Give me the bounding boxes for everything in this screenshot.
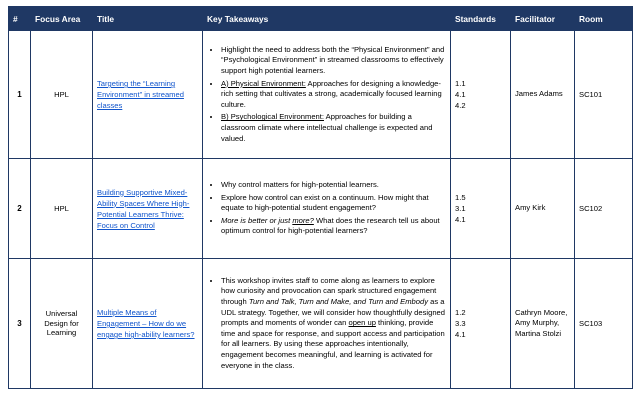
list-item: • Highlight the need to address both the “Physical Environment” and “Psychological Environment” in streamed classrooms to effectively support high potential learners. [221,45,446,77]
row-number: 3 [9,259,31,389]
column-header-number: # [9,7,31,31]
row-number: 2 [9,159,31,259]
standard-value: 1.2 [455,308,466,317]
column-header-title: Title [93,7,203,31]
row-key-takeaways [203,159,451,259]
list-item: • A) Physical Environment: Approaches for designing a knowledge-rich setting that cultivates a strong, academically focused learning culture. [221,79,446,111]
row-facilitator: Amy Kirk [511,159,575,259]
list-item: • Why control matters for high-potential learners. [221,180,446,191]
row-key-takeaways [203,31,451,159]
row-focus-area: Universal Design for Learning [31,259,93,389]
column-header-room: Room [575,7,633,31]
row-number: 1 [9,31,31,159]
row-standards [451,31,511,159]
column-header-key-takeaways: Key Takeaways [203,7,451,31]
takeaways-list [207,276,446,372]
takeaways-list [207,180,446,237]
column-header-facilitator: Facilitator [511,7,575,31]
row-facilitator: Cathryn Moore, Amy Murphy, Martina Stolzi [511,259,575,389]
session-title-link[interactable]: Targeting the “Learning Environment” in streamed classes [97,79,184,110]
row-room: SC102 [575,159,633,259]
row-title [93,159,203,259]
row-standards [451,259,511,389]
table-header-row [9,7,633,31]
list-item: • Explore how control can exist on a continuum. How might that equate to high-potential student engagement? [221,193,446,214]
row-standards [451,159,511,259]
list-item: • B) Psychological Environment: Approaches for building a classroom climate where intellectual challenge is expected and valued. [221,112,446,144]
list-item: • More is better or just more? What does the research tell us about optimum control for high-potential learners? [221,216,446,237]
session-schedule-table [8,6,633,389]
row-room: SC103 [575,259,633,389]
table-body [9,31,633,389]
session-title-link[interactable]: Multiple Means of Engagement – How do we engage high-ability learners? [97,308,195,339]
session-title-link[interactable]: Building Supportive Mixed-Ability Spaces Where High-Potential Learners Thrive: Focus on Control [97,187,190,230]
column-header-focus-area: Focus Area [31,7,93,31]
standard-value: 4.2 [455,101,466,110]
table-row [9,159,633,259]
row-focus-area: HPL [31,31,93,159]
table-row [9,31,633,159]
row-title [93,31,203,159]
standard-value: 4.1 [455,330,466,339]
row-facilitator: James Adams [511,31,575,159]
row-room: SC101 [575,31,633,159]
standard-value: 1.5 [455,193,466,202]
table-row [9,259,633,389]
standard-value: 4.1 [455,215,466,224]
list-item: • This workshop invites staff to come along as learners to explore how curiosity and provocation can spark structured engagement through Turn and Talk, Turn and Make, and Turn and Embody as a UDL strategy. Together, we will consider how thoughtfully designed prompts and moments of wonder can open up thinking, provide time and space for response, and support access and participation for all learners. By using these approaches intentionally, engagement becomes meaningful, and learning is activated for everyone in the class. [221,276,446,372]
standard-value: 3.3 [455,319,466,328]
table-header [9,7,633,31]
takeaways-list [207,45,446,145]
standard-value: 1.1 [455,79,466,88]
row-title [93,259,203,389]
row-key-takeaways [203,259,451,389]
standard-value: 4.1 [455,90,466,99]
row-focus-area: HPL [31,159,93,259]
column-header-standards: Standards [451,7,511,31]
standard-value: 3.1 [455,204,466,213]
